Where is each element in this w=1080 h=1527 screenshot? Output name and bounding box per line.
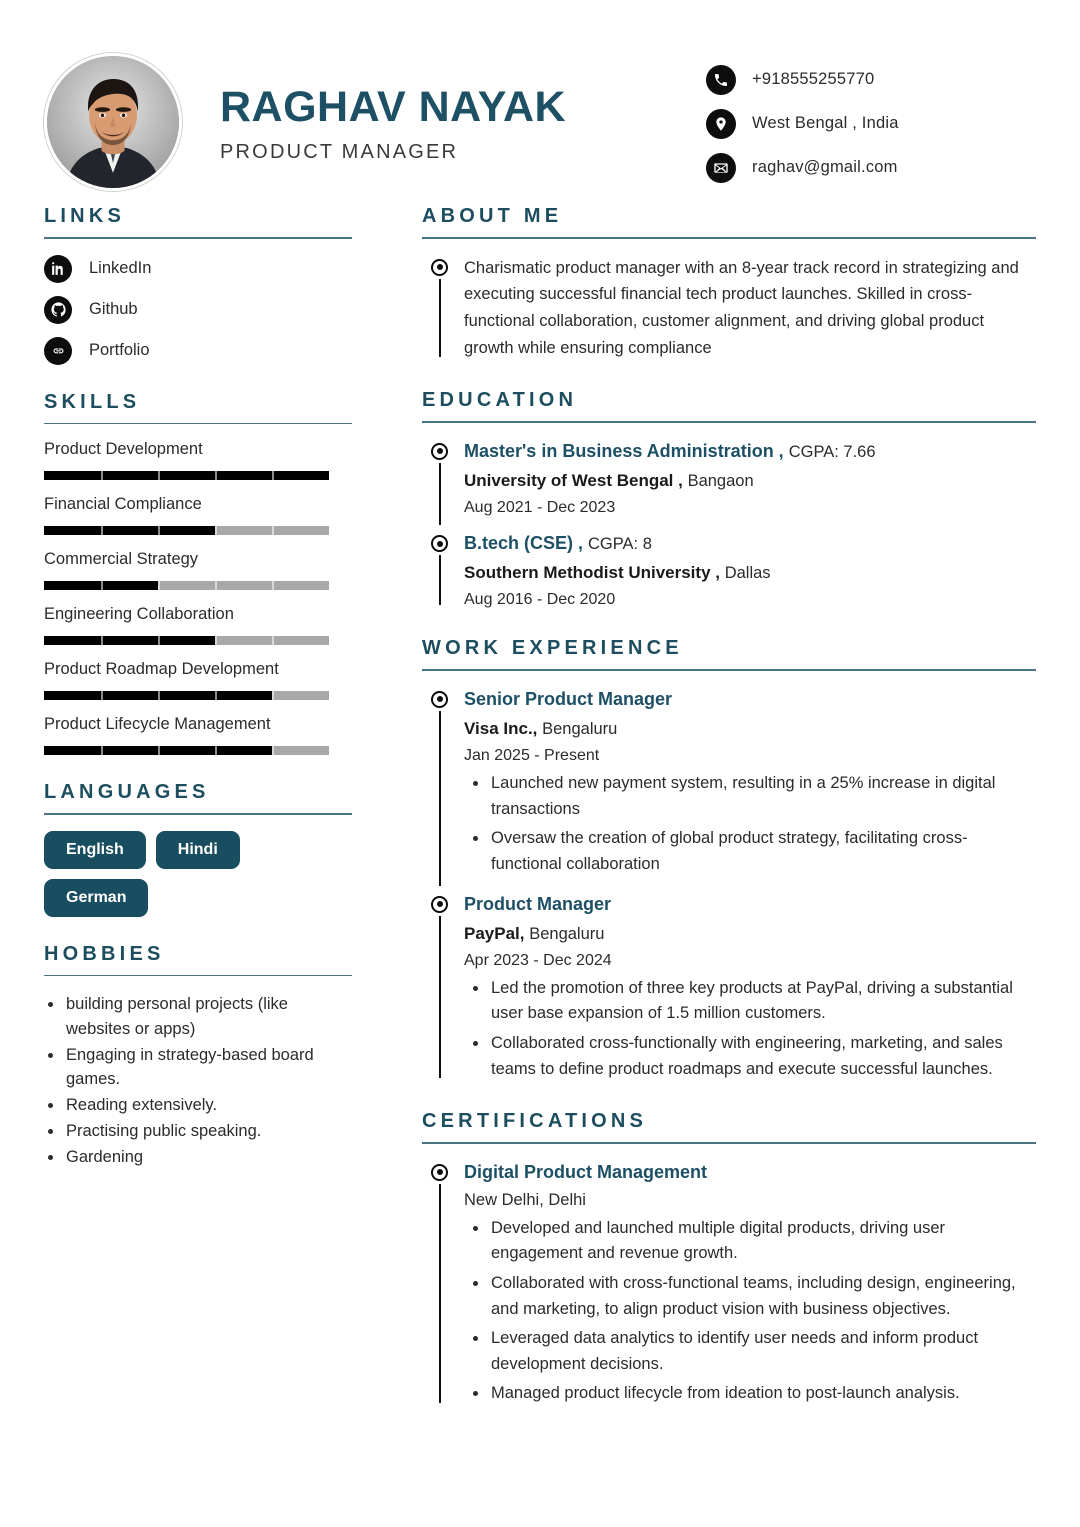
bullseye-icon bbox=[431, 691, 448, 708]
contact-phone[interactable] bbox=[706, 65, 1036, 95]
work-location: Bengaluru bbox=[529, 924, 605, 943]
skill-bar-divider bbox=[272, 526, 274, 535]
language-chip[interactable]: Hindi bbox=[156, 831, 240, 869]
timeline-line bbox=[439, 463, 441, 525]
education-list bbox=[422, 439, 1036, 612]
skill-bar-divider bbox=[101, 581, 103, 590]
skill-item bbox=[44, 660, 352, 700]
sidebar-item-github[interactable] bbox=[44, 296, 352, 324]
profile-photo-icon bbox=[47, 56, 179, 188]
skill-bar bbox=[44, 581, 329, 590]
skill-bar-divider bbox=[272, 746, 274, 755]
contact-email[interactable] bbox=[706, 153, 1036, 183]
skill-bar-divider bbox=[215, 581, 217, 590]
section-title-certifications: CERTIFICATIONS bbox=[422, 1110, 648, 1133]
timeline-line bbox=[439, 555, 441, 605]
work-bullets bbox=[464, 976, 1036, 1082]
certification-location: New Delhi, Delhi bbox=[464, 1190, 586, 1209]
section-certifications bbox=[422, 1110, 1036, 1409]
list-item: building personal projects (like websites or apps) bbox=[44, 992, 352, 1042]
skill-item bbox=[44, 495, 352, 535]
section-rule bbox=[44, 237, 352, 239]
page-title: RAGHAV NAYAK bbox=[220, 83, 567, 132]
bullseye-icon bbox=[431, 535, 448, 552]
skill-bar-divider bbox=[158, 691, 160, 700]
skill-bar-divider bbox=[272, 691, 274, 700]
work-company: PayPal, Bengaluru bbox=[464, 923, 605, 943]
work-bullets bbox=[464, 771, 1036, 877]
education-location: Bangaon bbox=[687, 472, 754, 491]
skill-bar-divider bbox=[101, 691, 103, 700]
resume-header bbox=[0, 0, 1080, 205]
section-rule bbox=[44, 813, 352, 815]
list-item: Collaborated with cross-functional teams, including design, engineering, and marketing, to align product vision with business objectives. bbox=[464, 1271, 1036, 1322]
section-links bbox=[44, 205, 352, 365]
sidebar-item-portfolio[interactable] bbox=[44, 337, 352, 365]
skill-bar-divider bbox=[215, 746, 217, 755]
section-rule bbox=[44, 423, 352, 425]
skill-bar-divider bbox=[158, 526, 160, 535]
work-entry bbox=[422, 687, 1036, 892]
work-company: Visa Inc., Bengaluru bbox=[464, 719, 618, 739]
certification-name: Digital Product Management bbox=[464, 1161, 708, 1182]
skill-label: Engineering Collaboration bbox=[44, 605, 234, 623]
sidebar-item-label: Github bbox=[89, 300, 138, 318]
section-work-experience bbox=[422, 637, 1036, 1084]
skill-item bbox=[44, 440, 352, 480]
section-education bbox=[422, 389, 1036, 611]
list-item: Leveraged data analytics to identify user needs and inform product development decisions. bbox=[464, 1326, 1036, 1377]
envelope-icon bbox=[706, 153, 736, 183]
timeline-line bbox=[439, 279, 441, 358]
list-item: Engaging in strategy-based board games. bbox=[44, 1043, 352, 1093]
language-chip[interactable]: English bbox=[44, 831, 146, 869]
list-item: Managed product lifecycle from ideation to post-launch analysis. bbox=[464, 1381, 1036, 1407]
certification-bullets bbox=[464, 1216, 1036, 1407]
section-title-hobbies: HOBBIES bbox=[44, 942, 165, 965]
education-degree: B.tech (CSE) , CGPA: 8 bbox=[464, 533, 652, 554]
section-rule bbox=[44, 975, 352, 977]
section-title-links: LINKS bbox=[44, 205, 125, 227]
bullseye-icon bbox=[431, 1164, 448, 1181]
sidebar-item-linkedin[interactable] bbox=[44, 255, 352, 283]
about-text: Charismatic product manager with an 8-year track record in strategizing and executing successful financial tech product launches. Skilled in cross-functional collaboration, customer alignment, and driving global product growth while ensuring compliance bbox=[464, 258, 1019, 357]
skill-bar bbox=[44, 636, 329, 645]
section-title-about: ABOUT ME bbox=[422, 205, 563, 227]
job-title: PRODUCT MANAGER bbox=[220, 140, 459, 163]
skill-item bbox=[44, 605, 352, 645]
list-item: Developed and launched multiple digital products, driving user engagement and revenue growth. bbox=[464, 1216, 1036, 1267]
skill-bar-divider bbox=[101, 636, 103, 645]
education-school: University of West Bengal , Bangaon bbox=[464, 471, 754, 491]
work-dates: Apr 2023 - Dec 2024 bbox=[464, 951, 612, 969]
linkedin-icon bbox=[44, 255, 72, 283]
work-location: Bengaluru bbox=[542, 720, 618, 739]
sidebar-item-label: Portfolio bbox=[89, 341, 150, 359]
skill-item bbox=[44, 550, 352, 590]
resume-body bbox=[0, 205, 1080, 1435]
section-title-languages: LANGUAGES bbox=[44, 781, 210, 803]
skill-bar-divider bbox=[158, 636, 160, 645]
github-icon bbox=[44, 296, 72, 324]
skill-bar bbox=[44, 746, 329, 755]
skill-bar-divider bbox=[101, 471, 103, 480]
list-item: Reading extensively. bbox=[44, 1093, 352, 1118]
education-school: Southern Methodist University , Dallas bbox=[464, 563, 771, 583]
skill-bar bbox=[44, 471, 329, 480]
bullseye-icon bbox=[431, 259, 448, 276]
list-item: Launched new payment system, resulting in a 25% increase in digital transactions bbox=[464, 771, 1036, 822]
work-dates: Jan 2025 - Present bbox=[464, 747, 600, 765]
skill-bar-divider bbox=[215, 691, 217, 700]
education-gpa: CGPA: 7.66 bbox=[788, 442, 876, 461]
sidebar-item-label: LinkedIn bbox=[89, 259, 152, 277]
bullseye-icon bbox=[431, 896, 448, 913]
skill-bar-divider bbox=[158, 471, 160, 480]
timeline-line bbox=[439, 711, 441, 886]
timeline-line bbox=[439, 1184, 441, 1403]
language-chip-list bbox=[44, 831, 329, 917]
certification-entry bbox=[422, 1160, 1036, 1409]
skill-bar bbox=[44, 526, 329, 535]
section-title-skills: SKILLS bbox=[44, 390, 141, 413]
list-item: Led the promotion of three key products at PayPal, driving a substantial user base expansion of 1.5 million customers. bbox=[464, 976, 1036, 1027]
list-item: Collaborated cross-functionally with engineering, marketing, and sales teams to define product roadmaps and execute successful launches. bbox=[464, 1031, 1036, 1082]
section-hobbies bbox=[44, 943, 352, 1170]
skill-bar-divider bbox=[272, 581, 274, 590]
avatar bbox=[44, 53, 182, 191]
list-item: Oversaw the creation of global product strategy, facilitating cross-functional collaboration bbox=[464, 826, 1036, 877]
certifications-list bbox=[422, 1160, 1036, 1409]
skill-label: Product Roadmap Development bbox=[44, 660, 279, 678]
contact-location-text: West Bengal , India bbox=[752, 114, 899, 132]
hobbies-list bbox=[44, 992, 352, 1169]
section-about bbox=[422, 205, 1036, 363]
contact-list bbox=[706, 61, 1036, 183]
location-pin-icon bbox=[706, 109, 736, 139]
work-entry bbox=[422, 892, 1036, 1085]
education-entry bbox=[422, 531, 1036, 611]
identity-block bbox=[220, 79, 706, 163]
section-rule bbox=[422, 669, 1036, 671]
skill-bar-divider bbox=[158, 581, 160, 590]
contact-email-text: raghav@gmail.com bbox=[752, 158, 898, 176]
section-rule bbox=[422, 421, 1036, 423]
skill-label: Commercial Strategy bbox=[44, 550, 199, 568]
skill-bar-divider bbox=[215, 636, 217, 645]
skill-bar-divider bbox=[215, 526, 217, 535]
contact-location[interactable] bbox=[706, 109, 1036, 139]
skill-bar bbox=[44, 691, 329, 700]
skill-bar-fill bbox=[44, 471, 329, 480]
skill-bar-divider bbox=[272, 636, 274, 645]
skill-bar-divider bbox=[215, 471, 217, 480]
education-entry bbox=[422, 439, 1036, 531]
section-title-education: EDUCATION bbox=[422, 389, 578, 412]
contact-phone-text: +918555255770 bbox=[752, 70, 875, 88]
skill-bar-divider bbox=[101, 526, 103, 535]
education-dates: Aug 2016 - Dec 2020 bbox=[464, 591, 616, 609]
work-list bbox=[422, 687, 1036, 1084]
work-role: Senior Product Manager bbox=[464, 688, 673, 709]
section-rule bbox=[422, 237, 1036, 239]
skill-label: Product Development bbox=[44, 440, 203, 458]
education-degree: Master's in Business Administration , CGPA: 7.66 bbox=[464, 440, 876, 461]
skills-list bbox=[44, 440, 352, 755]
about-entry bbox=[422, 255, 1036, 364]
sidebar bbox=[44, 205, 374, 1435]
list-item: Practising public speaking. bbox=[44, 1119, 352, 1144]
skill-bar-fill bbox=[44, 526, 215, 535]
skill-label: Product Lifecycle Management bbox=[44, 715, 271, 733]
education-location: Dallas bbox=[724, 564, 771, 583]
language-chip[interactable]: German bbox=[44, 879, 148, 917]
education-gpa: CGPA: 8 bbox=[588, 535, 652, 554]
phone-icon bbox=[706, 65, 736, 95]
bullseye-icon bbox=[431, 443, 448, 460]
skill-label: Financial Compliance bbox=[44, 495, 202, 513]
section-languages bbox=[44, 781, 352, 917]
education-dates: Aug 2021 - Dec 2023 bbox=[464, 499, 616, 517]
timeline-line bbox=[439, 916, 441, 1079]
link-chain-icon bbox=[44, 337, 72, 365]
section-skills bbox=[44, 391, 352, 756]
skill-bar-divider bbox=[272, 471, 274, 480]
work-role: Product Manager bbox=[464, 893, 612, 914]
skill-bar-divider bbox=[158, 746, 160, 755]
skill-item bbox=[44, 715, 352, 755]
section-title-work: WORK EXPERIENCE bbox=[422, 637, 683, 660]
skill-bar-divider bbox=[101, 746, 103, 755]
skill-bar-fill bbox=[44, 636, 215, 645]
main-content bbox=[374, 205, 1036, 1435]
section-rule bbox=[422, 1142, 1036, 1144]
list-item: Gardening bbox=[44, 1145, 352, 1170]
